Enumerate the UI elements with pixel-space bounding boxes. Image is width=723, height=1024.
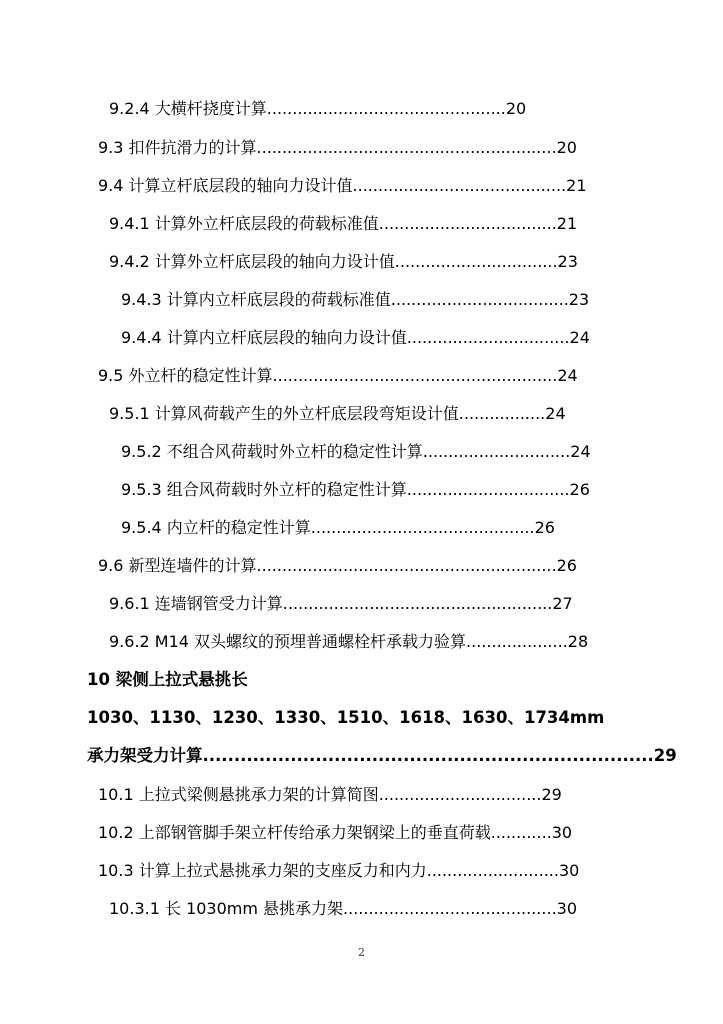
toc-entry-10-2[interactable]: 10.2 上部钢管脚手架立杆传给承力架钢梁上的垂直荷载............30 <box>98 823 573 842</box>
toc-entry-10-title-line-3[interactable]: 承力架受力计算........................................................................29 <box>87 746 677 765</box>
toc-entry-9-5-3[interactable]: 9.5.3 组合风荷载时外立杆的稳定性计算................................26 <box>121 480 590 499</box>
page-number: 2 <box>358 946 365 959</box>
toc-entry-10-title-line-2[interactable]: 1030、1130、1230、1330、1510、1618、1630、1734mm <box>87 708 605 727</box>
toc-entry-10-1[interactable]: 10.1 上拉式梁侧悬挑承力架的计算简图................................29 <box>98 785 562 804</box>
toc-entry-9-5-2[interactable]: 9.5.2 不组合风荷载时外立杆的稳定性计算.............................24 <box>121 442 591 461</box>
toc-entry-9-2-4[interactable]: 9.2.4 大横杆挠度计算...............................................20 <box>109 99 527 118</box>
toc-entry-9-4-4[interactable]: 9.4.4 计算内立杆底层段的轴向力设计值................................24 <box>121 328 590 347</box>
toc-entry-9-6-1[interactable]: 9.6.1 连墙钢管受力计算.....................................................27 <box>109 594 573 613</box>
toc-entry-9-4-3[interactable]: 9.4.3 计算内立杆底层段的荷载标准值...................................23 <box>121 290 590 309</box>
toc-entry-9-3[interactable]: 9.3 扣件抗滑力的计算...........................................................20 <box>98 138 577 157</box>
toc-entry-9-6[interactable]: 9.6 新型连墙件的计算...........................................................26 <box>98 556 577 575</box>
toc-entry-9-5[interactable]: 9.5 外立杆的稳定性计算........................................................24 <box>98 366 578 385</box>
toc-entry-10-title-line-1[interactable]: 10 梁侧上拉式悬挑长 <box>87 670 248 689</box>
toc-entry-9-6-2[interactable]: 9.6.2 M14 双头螺纹的预埋普通螺栓杆承载力验算....................28 <box>109 632 589 651</box>
toc-entry-9-5-1[interactable]: 9.5.1 计算风荷载产生的外立杆底层段弯矩设计值.................24 <box>109 404 566 423</box>
toc-entry-9-4-2[interactable]: 9.4.2 计算外立杆底层段的轴向力设计值................................23 <box>109 252 578 271</box>
toc-entry-10-3[interactable]: 10.3 计算上拉式悬挑承力架的支座反力和内力..........................30 <box>98 861 580 880</box>
toc-entry-9-5-4[interactable]: 9.5.4 内立杆的稳定性计算............................................26 <box>121 518 555 537</box>
toc-entry-10-3-1[interactable]: 10.3.1 长 1030mm 悬挑承力架..........................................30 <box>109 899 578 918</box>
toc-entry-9-4[interactable]: 9.4 计算立杆底层段的轴向力设计值..........................................21 <box>98 176 587 195</box>
toc-entry-9-4-1[interactable]: 9.4.1 计算外立杆底层段的荷载标准值...................................21 <box>109 214 578 233</box>
